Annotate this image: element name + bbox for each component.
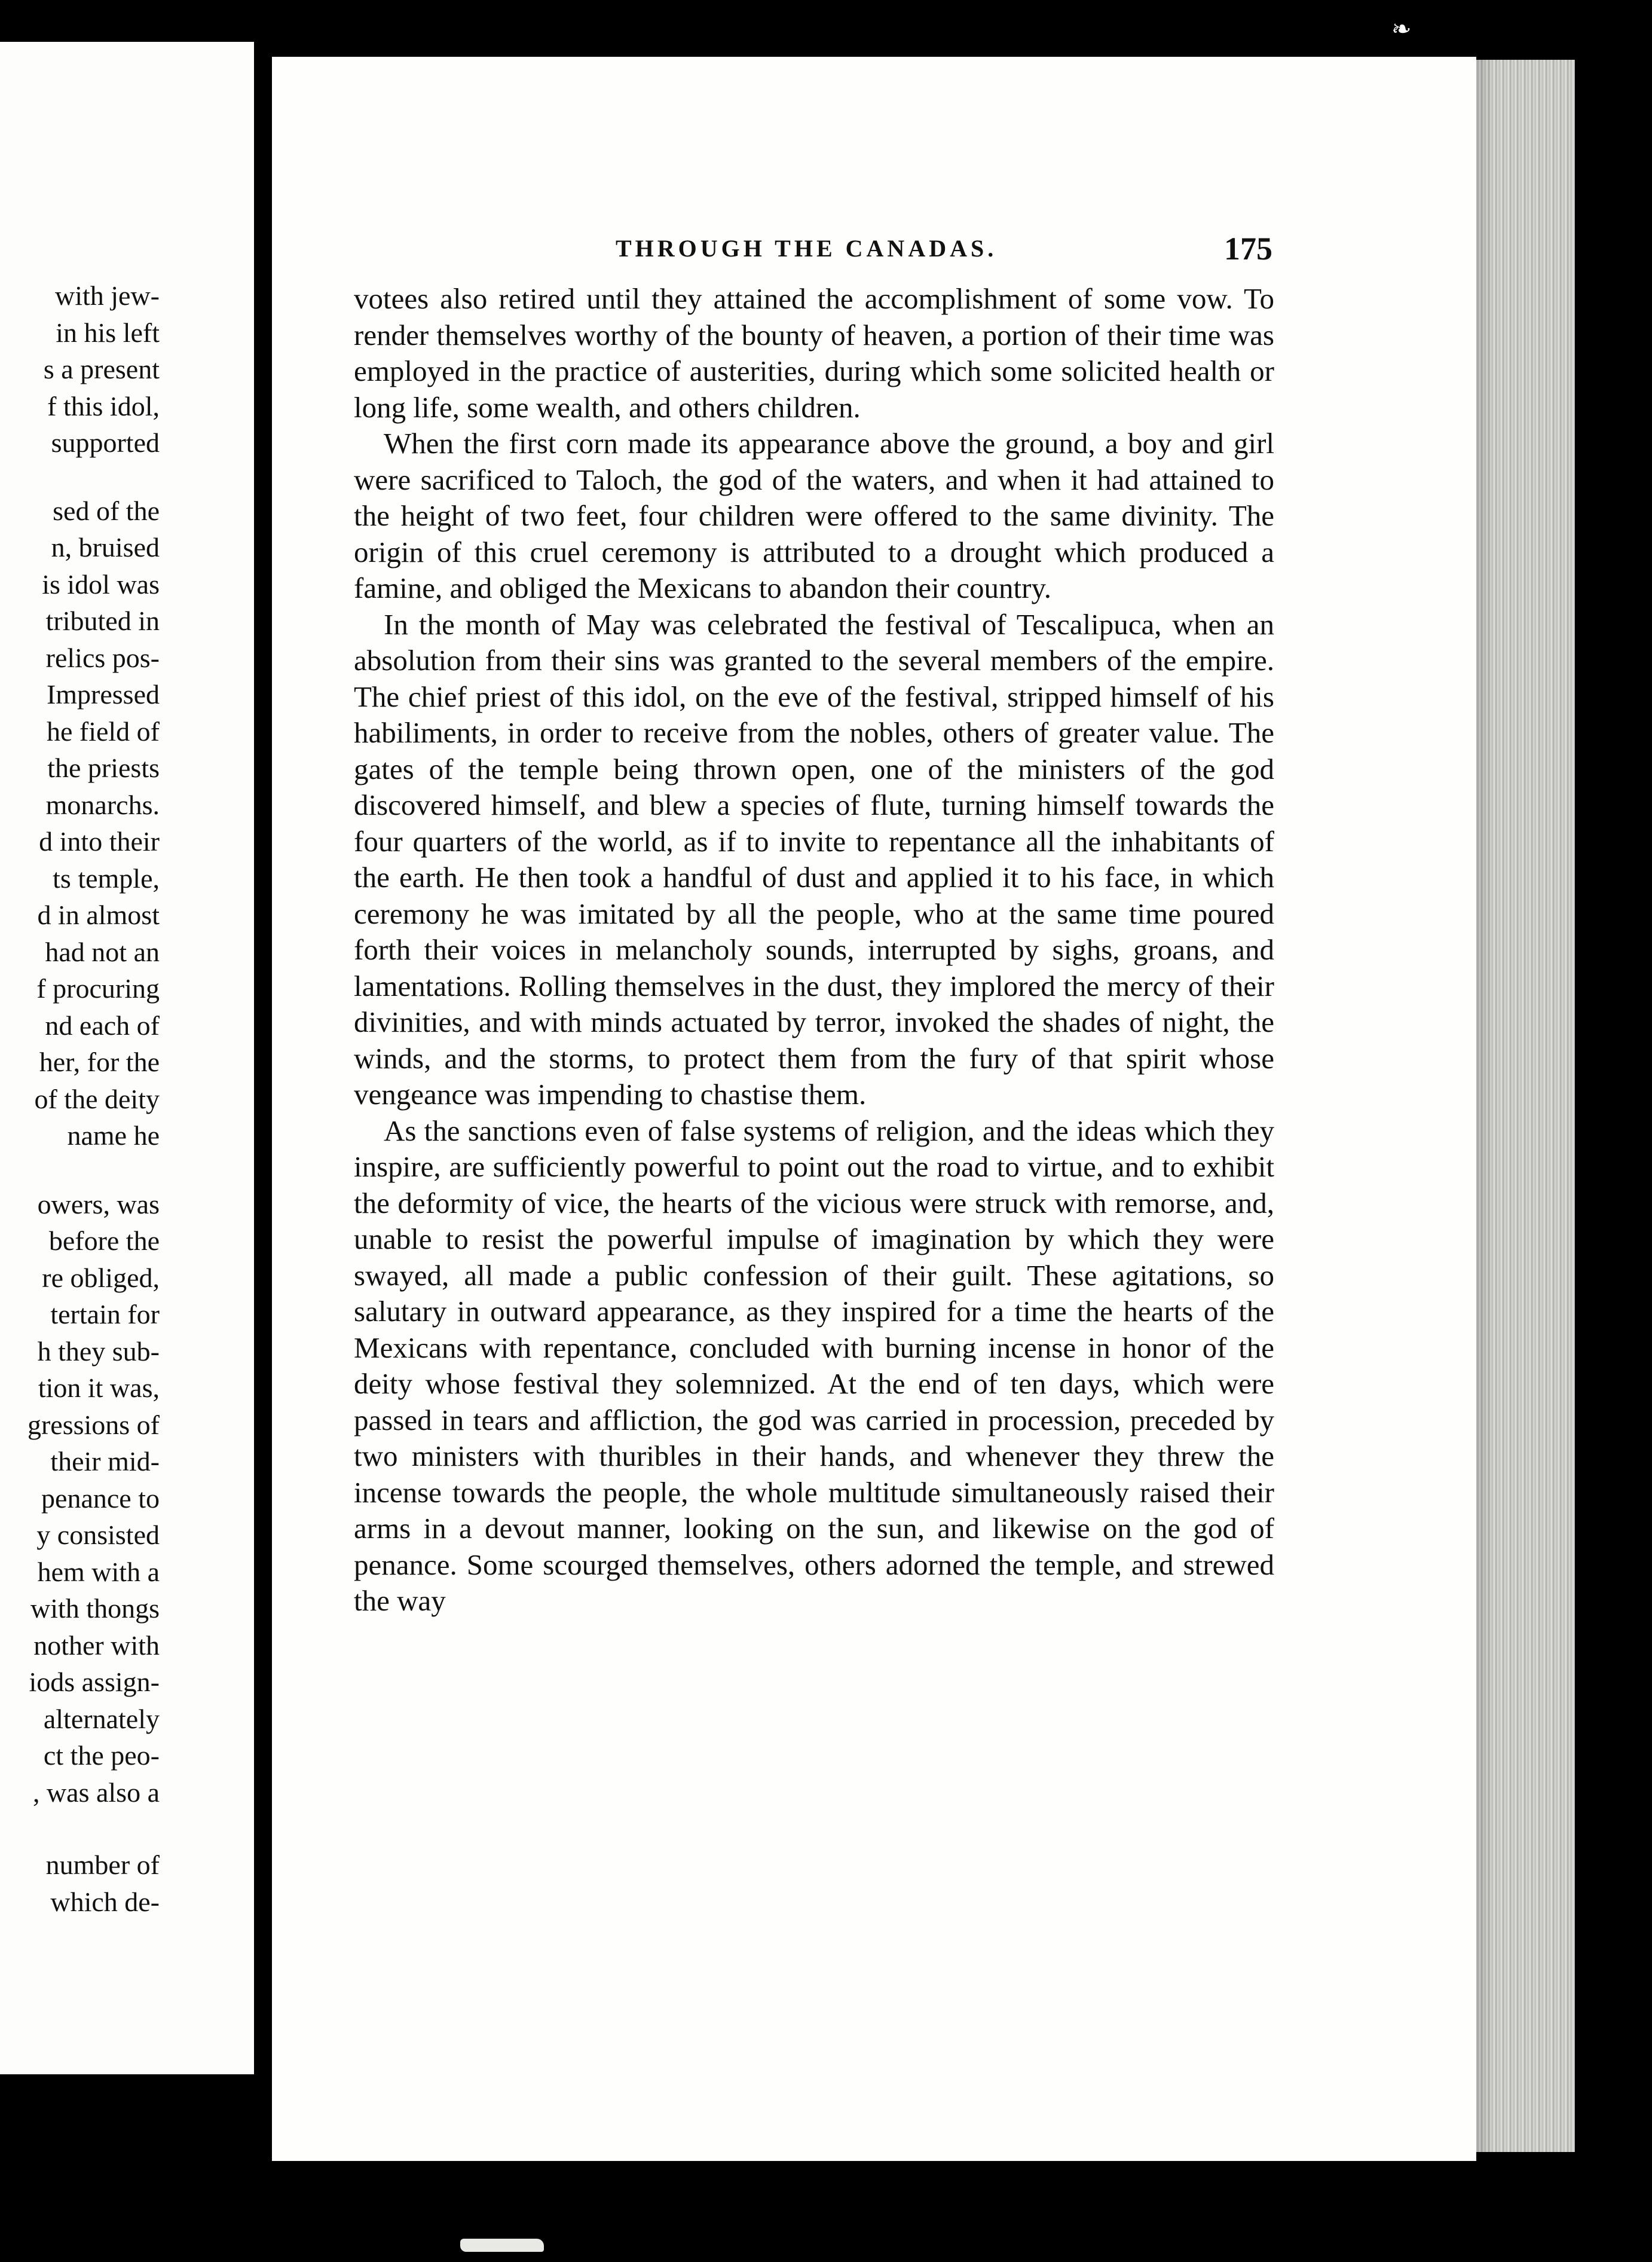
left-page-line-fragment: which de- (50, 1887, 160, 1917)
left-page-line-fragment: hem with a (37, 1557, 160, 1587)
left-page-line-fragment: supported (51, 427, 160, 458)
left-page-line-fragment: d in almost (37, 900, 160, 930)
scan-smudge (460, 2239, 544, 2252)
left-page-line-fragment: with jew- (54, 280, 160, 311)
page-number: 175 (1224, 231, 1272, 267)
left-page-line-fragment: n, bruised (51, 532, 160, 563)
left-page-line-fragment: s a present (43, 354, 160, 384)
left-page-line-fragment: tion it was, (38, 1373, 160, 1403)
left-page-line-fragment: before the (48, 1225, 160, 1256)
left-page-line-fragment: name he (67, 1120, 160, 1151)
scan-speck-mark: ❧ (1391, 16, 1412, 42)
left-page-line-fragment: their mid- (50, 1446, 160, 1477)
left-page-line-fragment: with thongs (30, 1593, 160, 1624)
left-page-line-fragment: had not an (45, 937, 160, 967)
paragraph: In the month of May was celebrated the festival of Tescalipuca, when an absolution from their sins was granted to the several members of the empire. The chief priest of this idol, on the eve of the festival, stripped himself of his habiliments, in order to receive from the nobles, others of greater value. The gates of the temple being thrown open, one of the ministers of the god discovered himself, and blew a species of flute, turning himself towards the four quarters of the world, as if to invite to repentance all the inhabitants of the earth. He then took a handful of dust and applied it to his face, in which ceremony he was imitated by all the people, who at the same time poured forth their voices in melancholy sounds, interrupted by sighs, groans, and lamentations. Rolling themselves in the dust, they implored the mercy of their divinities, and with minds actuated by terror, invoked the shades of night, the winds, and the storms, to protect them from the fury of that spirit whose vengeance was impending to chastise them. (354, 607, 1274, 1111)
left-page-line-fragment: number of (45, 1850, 160, 1880)
left-page-line-fragment: y consisted (36, 1520, 160, 1550)
running-head: THROUGH THE CANADAS. (616, 235, 998, 262)
left-page-line-fragment: ct the peo- (43, 1740, 160, 1771)
left-page-line-fragment: penance to (41, 1483, 160, 1514)
page-body (354, 281, 1274, 1619)
left-page-line-fragment: d into their (39, 826, 160, 857)
left-page-line-fragment: iods assign- (29, 1667, 160, 1697)
left-page-line-fragment: of the deity (34, 1084, 160, 1114)
left-page-line-fragment: owers, was (37, 1189, 160, 1219)
left-page-line-fragment: the priests (47, 753, 160, 783)
left-page-line-fragment: f procuring (36, 973, 160, 1004)
left-page-line-fragment: ts temple, (53, 863, 160, 894)
page-edges (1476, 60, 1575, 2152)
left-page-line-fragment: relics pos- (45, 643, 160, 673)
left-page-line-fragment: he field of (46, 716, 160, 747)
left-page-line-fragment: re obliged, (42, 1263, 160, 1293)
facing-page-left (0, 42, 254, 2074)
paragraph: As the sanctions even of false systems of religion, and the ideas which they inspire, are sufficiently powerful to point out the road to virtue, and to exhibit the deformity of vice, the hearts of the vicious were struck with remorse, and, unable to resist the powerful impulse of imagination by which they were swayed, all made a public confession of their guilt. These agitations, so salutary in outward appearance, as they inspired for a time the hearts of the Mexicans with repentance, concluded with burning incense in honor of the deity whose festival they solemnized. At the end of ten days, which were passed in tears and affliction, the god was carried in procession, preceded by two ministers with thuribles in their hands, and whenever they threw the incense towards the people, the whole multitude simultaneously raised their arms in a devout manner, looking on the sun, and likewise on the god of penance. Some scourged themselves, others adorned the temple, and strewed the way (354, 1114, 1274, 1617)
left-page-line-fragment: in his left (56, 317, 160, 348)
left-page-line-fragment: nother with (33, 1630, 160, 1661)
left-page-line-fragment: her, for the (39, 1047, 160, 1077)
left-page-line-fragment: sed of the (53, 496, 160, 526)
left-page-line-fragment: f this idol, (47, 391, 160, 421)
left-page-line-fragment: gressions of (27, 1410, 160, 1440)
left-page-line-fragment: tributed in (45, 606, 160, 636)
paragraph-continued: votees also retired until they attained the accomplishment of some vow. To render themselves worthy of the bounty of heaven, a portion of their time was employed in the practice of austerities, during which some solicited health or long life, some wealth, and others children. (354, 282, 1274, 424)
page-gutter (254, 0, 272, 2262)
left-page-line-fragment: , was also a (32, 1777, 160, 1808)
paragraph: When the first corn made its appearance above the ground, a boy and girl were sacrificed to Taloch, the god of the waters, and when it had attained to the height of two feet, four children were offered to the same divinity. The origin of this cruel ceremony is attributed to a drought which produced a famine, and obliged the Mexicans to abandon their country. (354, 427, 1274, 604)
left-page-line-fragment: nd each of (45, 1010, 160, 1041)
left-page-line-fragment: Impressed (46, 679, 160, 710)
left-page-line-fragment: h they sub- (37, 1336, 160, 1367)
left-page-line-fragment: tertain for (50, 1299, 160, 1329)
left-page-line-fragment: alternately (43, 1704, 160, 1734)
left-page-line-fragment: monarchs. (45, 790, 160, 820)
left-page-line-fragment: is idol was (42, 569, 160, 600)
